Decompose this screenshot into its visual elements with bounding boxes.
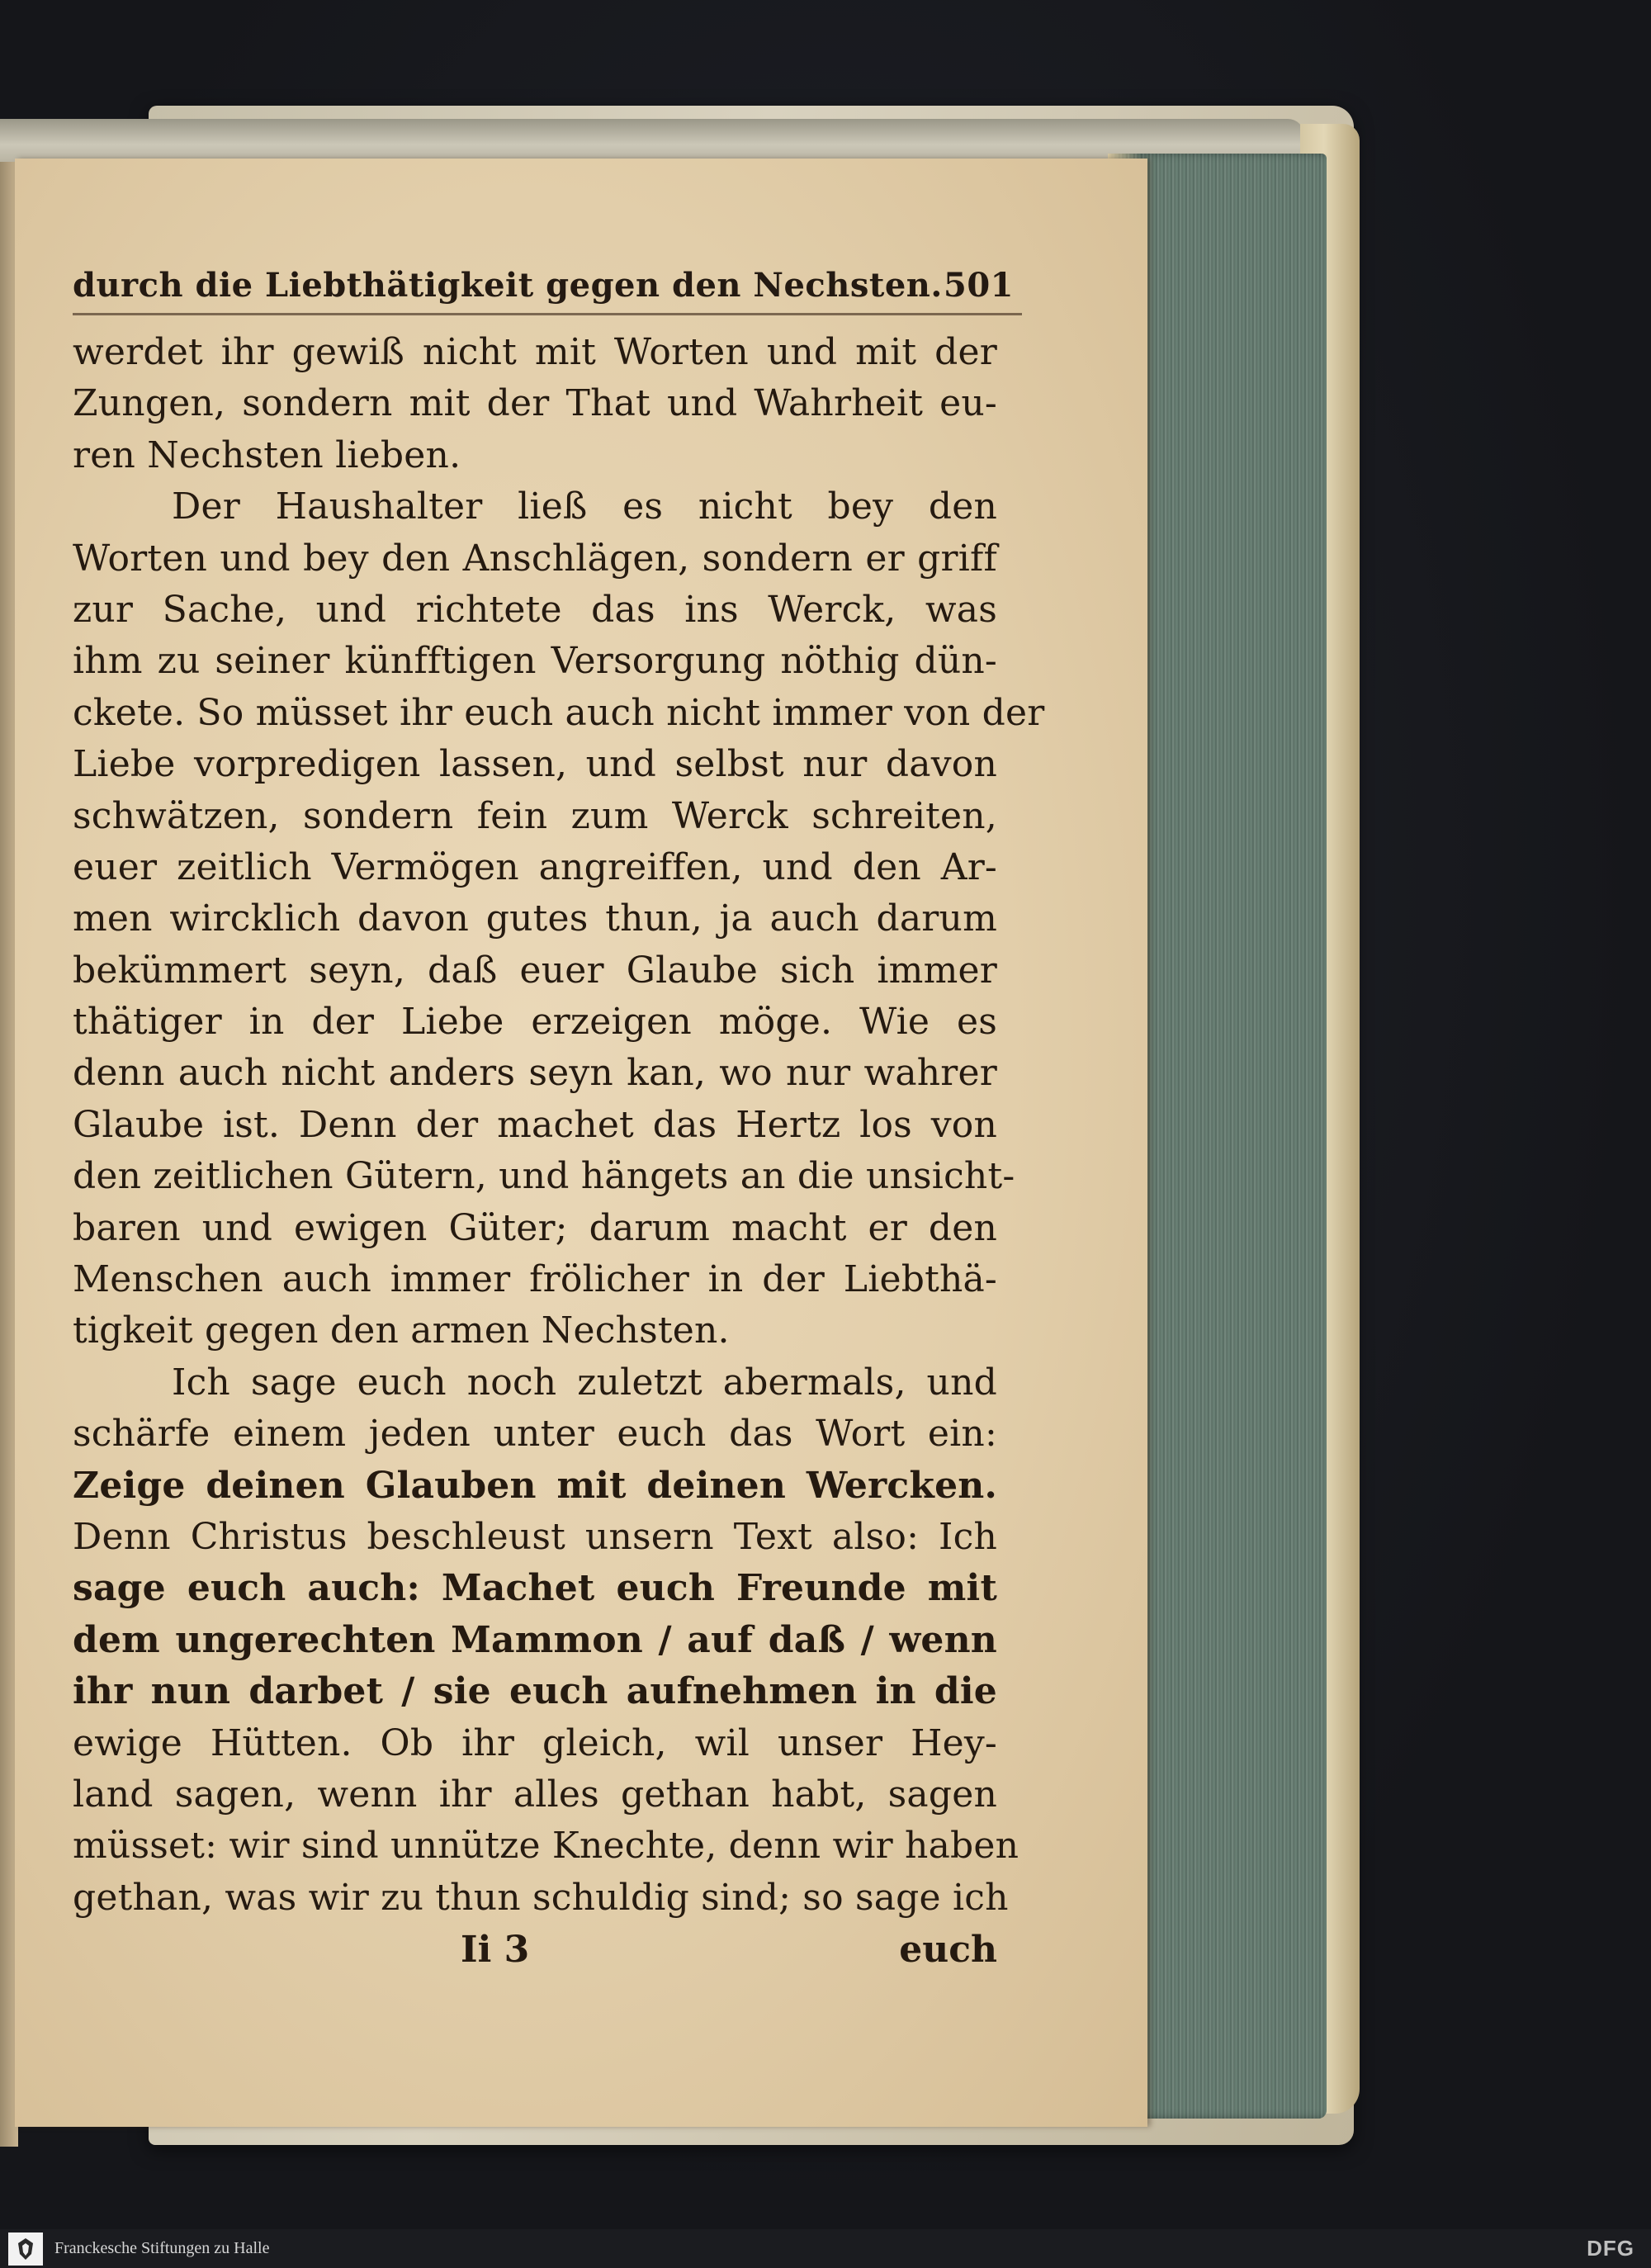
dfg-logo: DFG: [1587, 2236, 1634, 2261]
running-head: [73, 266, 1014, 305]
text-line: Ich sage euch noch zuletzt abermals, und: [172, 1361, 997, 1404]
running-head-title: durch die Liebthätigkeit gegen den Nechsten.: [73, 266, 943, 305]
body-text: [73, 327, 1045, 1924]
text-line: Glaube ist. Denn der machet das Hertz los von: [73, 1103, 997, 1146]
text-line: Zungen, sondern mit der That und Wahrheit eu-: [73, 382, 997, 425]
text-line: gethan, was wir zu thun schuldig sind; so sage ich: [73, 1876, 1009, 1919]
text-line: Zeige deinen Glauben mit deinen Wercken.: [73, 1464, 997, 1507]
text-line: land sagen, wenn ihr alles gethan habt, sagen: [73, 1773, 997, 1816]
signature-mark: Ii 3: [461, 1929, 530, 1972]
crest-icon: [13, 2236, 38, 2262]
text-line: bekümmert seyn, daß euer Glaube sich immer: [73, 949, 997, 992]
page-footer: [73, 1929, 997, 1971]
page-number: 501: [944, 266, 1014, 305]
text-line: ren Nechsten lieben.: [73, 433, 461, 476]
text-line: Der Haushalter ließ es nicht bey den: [172, 485, 997, 528]
text-line: men wircklich davon gutes thun, ja auch darum: [73, 897, 997, 940]
text-line: tigkeit gegen den armen Nechsten.: [73, 1309, 730, 1352]
text-line: ewige Hütten. Ob ihr gleich, wil unser Hey-: [73, 1721, 997, 1764]
text-line: zur Sache, und richtete das ins Werck, was: [73, 588, 997, 631]
catchword: euch: [899, 1929, 997, 1972]
text-line: den zeitlichen Gütern, und hängets an die unsicht-: [73, 1155, 1015, 1198]
text-line: Menschen auch immer frölicher in der Liebthä-: [73, 1258, 997, 1301]
head-rule: [73, 313, 1022, 315]
book-page: [15, 159, 1147, 2127]
text-line: thätiger in der Liebe erzeigen möge. Wie es: [73, 1001, 997, 1044]
text-line: ihm zu seiner künfftigen Versorgung nöthig dün-: [73, 640, 997, 683]
text-line: ihr nun darbet / sie euch aufnehmen in die: [73, 1670, 997, 1713]
text-line: sage euch auch: Machet euch Freunde mit: [73, 1567, 997, 1610]
credit-bar: [0, 2229, 1651, 2268]
text-line: Denn Christus beschleust unsern Text also: Ich: [73, 1515, 997, 1558]
text-line: schwätzen, sondern fein zum Werck schreiten,: [73, 794, 997, 837]
institution-logo-icon: [8, 2232, 43, 2266]
text-line: Worten und bey den Anschlägen, sondern er griff: [73, 537, 997, 580]
text-line: baren und ewigen Güter; darum macht er den: [73, 1206, 997, 1249]
text-line: Liebe vorpredigen lassen, und selbst nur davon: [73, 743, 997, 786]
text-line: müsset: wir sind unnütze Knechte, denn wir haben: [73, 1825, 1019, 1868]
text-line: euer zeitlich Vermögen angreiffen, und den Ar-: [73, 845, 997, 888]
page-text-block: [73, 266, 1045, 1972]
text-line: denn auch nicht anders seyn kan, wo nur wahrer: [73, 1052, 997, 1095]
text-line: ckete. So müsset ihr euch auch nicht immer von der: [73, 691, 1045, 734]
text-line: schärfe einem jeden unter euch das Wort ein:: [73, 1413, 997, 1456]
institution-name: Franckesche Stiftungen zu Halle: [54, 2239, 270, 2257]
text-line: dem ungerechten Mammon / auf daß / wenn: [73, 1618, 997, 1661]
text-line: werdet ihr gewiß nicht mit Worten und mit der: [73, 331, 997, 373]
